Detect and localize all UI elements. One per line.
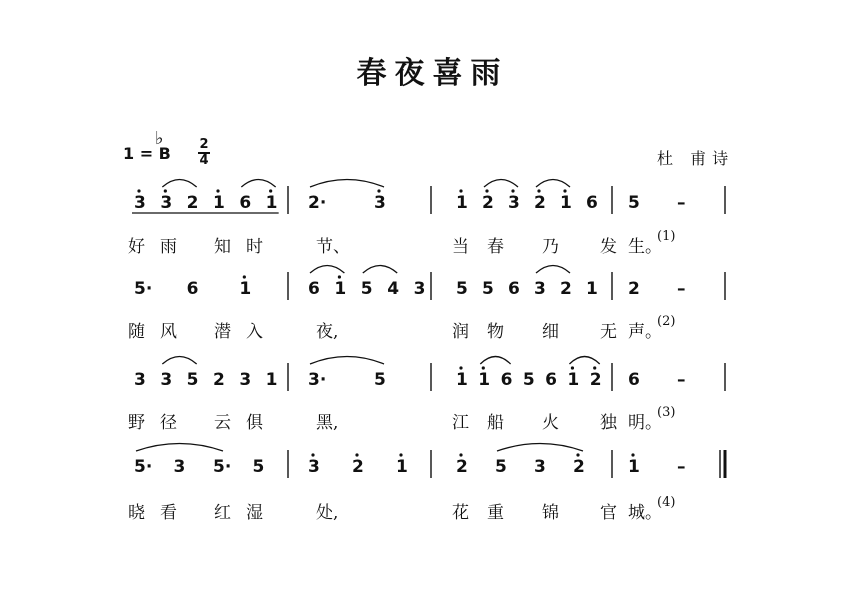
key-signature: 1 = B bbox=[123, 144, 171, 163]
jianpu-note: 1 bbox=[567, 370, 580, 390]
lyric-char: 发 bbox=[600, 237, 617, 257]
lyric-char: 知 bbox=[214, 237, 231, 257]
jianpu-note: 2 bbox=[573, 457, 585, 477]
slur-arc bbox=[480, 357, 510, 365]
lyric-char: 雨 bbox=[160, 237, 177, 257]
lyric-char: 生。 bbox=[628, 237, 662, 257]
octave-dot bbox=[459, 453, 462, 456]
jianpu-note: 5 bbox=[522, 370, 535, 390]
lyric-char: 当 bbox=[452, 237, 469, 257]
lyric-char: 时 bbox=[246, 237, 263, 257]
jianpu-note: 5 bbox=[186, 370, 199, 390]
jianpu-note: 2 bbox=[482, 193, 494, 213]
octave-dot bbox=[216, 189, 219, 192]
jianpu-note: 1 bbox=[213, 193, 225, 213]
jianpu-note: 2 bbox=[186, 193, 199, 213]
jianpu-note: 5 bbox=[495, 457, 507, 477]
jianpu-note: 3 bbox=[534, 279, 546, 299]
octave-dot bbox=[311, 453, 314, 456]
time-signature-bottom: 4 bbox=[199, 152, 209, 168]
jianpu-note: 3 bbox=[413, 279, 426, 299]
slur-arc bbox=[241, 180, 275, 188]
slur-arc bbox=[484, 180, 518, 188]
jianpu-note: 1 bbox=[456, 370, 468, 390]
jianpu-note: 2 bbox=[589, 370, 602, 390]
slur-arc bbox=[310, 266, 344, 274]
lyric-char: 声。 bbox=[628, 322, 662, 342]
lyric-char: 城。 bbox=[628, 503, 662, 523]
lyric-char: 夜, bbox=[316, 322, 339, 342]
lyric-char: 云 bbox=[214, 413, 231, 433]
jianpu-note: 5· bbox=[134, 279, 153, 299]
slur-arc bbox=[162, 180, 196, 188]
lyric-char: 看 bbox=[160, 503, 177, 523]
slur-arc bbox=[569, 357, 599, 365]
octave-dot bbox=[137, 189, 140, 192]
poet-credit: 杜 甫诗 bbox=[657, 149, 735, 168]
lyric-char: 好 bbox=[128, 237, 145, 257]
lyric-char: 俱 bbox=[246, 413, 263, 433]
lyric-char: 风 bbox=[160, 322, 177, 342]
jianpu-note: 1 bbox=[478, 370, 491, 390]
song-title: 春夜喜雨 bbox=[356, 56, 509, 91]
lyric-char: 官 bbox=[600, 503, 617, 523]
lyric-char: 处, bbox=[316, 503, 339, 523]
octave-dot bbox=[377, 189, 380, 192]
octave-dot bbox=[563, 189, 566, 192]
jianpu-note: 5· bbox=[134, 457, 153, 477]
jianpu-note: 2 bbox=[213, 370, 225, 390]
jianpu-note: 3 bbox=[534, 457, 546, 477]
lyric-char: 火 bbox=[542, 413, 559, 433]
jianpu-note: 6 bbox=[545, 370, 557, 390]
lyric-char: 晓 bbox=[128, 503, 145, 523]
verse-number: (2) bbox=[657, 314, 676, 329]
octave-dot bbox=[593, 366, 596, 369]
slur-arc bbox=[136, 444, 223, 452]
lyric-char: 节、 bbox=[316, 237, 350, 257]
octave-dot bbox=[399, 453, 402, 456]
jianpu-note: 2 bbox=[560, 279, 572, 299]
jianpu-note: – bbox=[677, 279, 686, 299]
verse-number: (3) bbox=[657, 405, 676, 420]
octave-dot bbox=[511, 189, 514, 192]
octave-dot bbox=[571, 366, 574, 369]
jianpu-note: 5 bbox=[252, 457, 265, 477]
jianpu-note: 3 bbox=[239, 370, 252, 390]
jianpu-note: 5 bbox=[456, 279, 468, 299]
jianpu-note: 3 bbox=[308, 457, 320, 477]
lyric-char: 春 bbox=[487, 237, 504, 257]
lyric-char: 红 bbox=[214, 503, 231, 523]
jianpu-note: 1 bbox=[560, 193, 572, 213]
lyric-char: 明。 bbox=[628, 413, 662, 433]
octave-dot bbox=[459, 189, 462, 192]
lyric-char: 重 bbox=[487, 503, 504, 523]
jianpu-note: 3 bbox=[134, 370, 146, 390]
flat-accidental: ♭ bbox=[155, 128, 164, 149]
lyric-char: 无 bbox=[600, 322, 617, 342]
verse-number: (4) bbox=[657, 495, 676, 510]
verse-number: (1) bbox=[657, 229, 676, 244]
jianpu-note: 6 bbox=[308, 279, 320, 299]
lyric-char: 花 bbox=[452, 503, 469, 523]
jianpu-note: – bbox=[677, 193, 686, 213]
jianpu-note: 2 bbox=[534, 193, 546, 213]
lyric-char: 独 bbox=[600, 413, 617, 433]
jianpu-note: 1 bbox=[586, 279, 598, 299]
slur-arc bbox=[310, 357, 384, 365]
lyric-char: 润 bbox=[452, 322, 469, 342]
octave-dot bbox=[243, 275, 246, 278]
jianpu-note: 3 bbox=[160, 370, 173, 390]
lyric-char: 细 bbox=[542, 322, 559, 342]
jianpu-note: 6 bbox=[508, 279, 520, 299]
slur-arc bbox=[536, 266, 570, 274]
lyric-char: 随 bbox=[128, 322, 145, 342]
lyric-char: 潜 bbox=[214, 322, 231, 342]
slur-arc bbox=[310, 180, 384, 188]
jianpu-note: 3· bbox=[308, 370, 327, 390]
jianpu-note: 3 bbox=[173, 457, 186, 477]
jianpu-note: 6 bbox=[628, 370, 640, 390]
octave-dot bbox=[269, 189, 272, 192]
jianpu-note: 3 bbox=[160, 193, 173, 213]
jianpu-note: 3 bbox=[374, 193, 386, 213]
jianpu-note: 5 bbox=[628, 193, 640, 213]
jianpu-note: 5 bbox=[482, 279, 494, 299]
jianpu-note: – bbox=[677, 370, 686, 390]
slur-arc bbox=[497, 444, 583, 452]
lyric-char: 野 bbox=[128, 413, 145, 433]
octave-dot bbox=[459, 366, 462, 369]
jianpu-note: 3 bbox=[508, 193, 520, 213]
lyric-char: 乃 bbox=[542, 237, 559, 257]
jianpu-note: 5 bbox=[374, 370, 386, 390]
jianpu-note: 6 bbox=[500, 370, 513, 390]
jianpu-note: 1 bbox=[456, 193, 468, 213]
lyric-char: 黑, bbox=[316, 413, 339, 433]
octave-dot bbox=[485, 189, 488, 192]
jianpu-note: 1 bbox=[265, 370, 278, 390]
slur-arc bbox=[162, 357, 196, 365]
jianpu-note: 1 bbox=[265, 193, 278, 213]
jianpu-note: – bbox=[677, 457, 686, 477]
jianpu-note: 2 bbox=[628, 279, 640, 299]
slur-arc bbox=[536, 180, 570, 188]
octave-dot bbox=[537, 189, 540, 192]
jianpu-note: 1 bbox=[239, 279, 252, 299]
jianpu-note: 5· bbox=[213, 457, 232, 477]
jianpu-note: 3 bbox=[134, 193, 146, 213]
octave-dot bbox=[482, 366, 485, 369]
octave-dot bbox=[355, 453, 358, 456]
jianpu-note: 1 bbox=[396, 457, 408, 477]
time-signature-top: 2 bbox=[199, 137, 209, 152]
lyric-char: 船 bbox=[487, 413, 504, 433]
jianpu-note: 1 bbox=[334, 279, 347, 299]
octave-dot bbox=[164, 189, 167, 192]
slur-arc bbox=[363, 266, 397, 274]
jianpu-note: 1 bbox=[628, 457, 640, 477]
lyric-char: 锦 bbox=[542, 503, 559, 523]
lyric-char: 径 bbox=[160, 413, 177, 433]
octave-dot bbox=[576, 453, 579, 456]
jianpu-note: 5 bbox=[360, 279, 373, 299]
jianpu-note: 6 bbox=[239, 193, 252, 213]
jianpu-note: 2 bbox=[456, 457, 468, 477]
jianpu-note: 2· bbox=[308, 193, 327, 213]
lyric-char: 入 bbox=[246, 322, 263, 342]
jianpu-note: 4 bbox=[387, 279, 400, 299]
lyric-char: 湿 bbox=[246, 503, 263, 523]
octave-dot bbox=[338, 275, 341, 278]
lyric-char: 江 bbox=[452, 413, 469, 433]
lyric-char: 物 bbox=[487, 322, 504, 342]
jianpu-note: 6 bbox=[186, 279, 199, 299]
jianpu-note: 6 bbox=[586, 193, 598, 213]
octave-dot bbox=[631, 453, 634, 456]
jianpu-note: 2 bbox=[352, 457, 364, 477]
